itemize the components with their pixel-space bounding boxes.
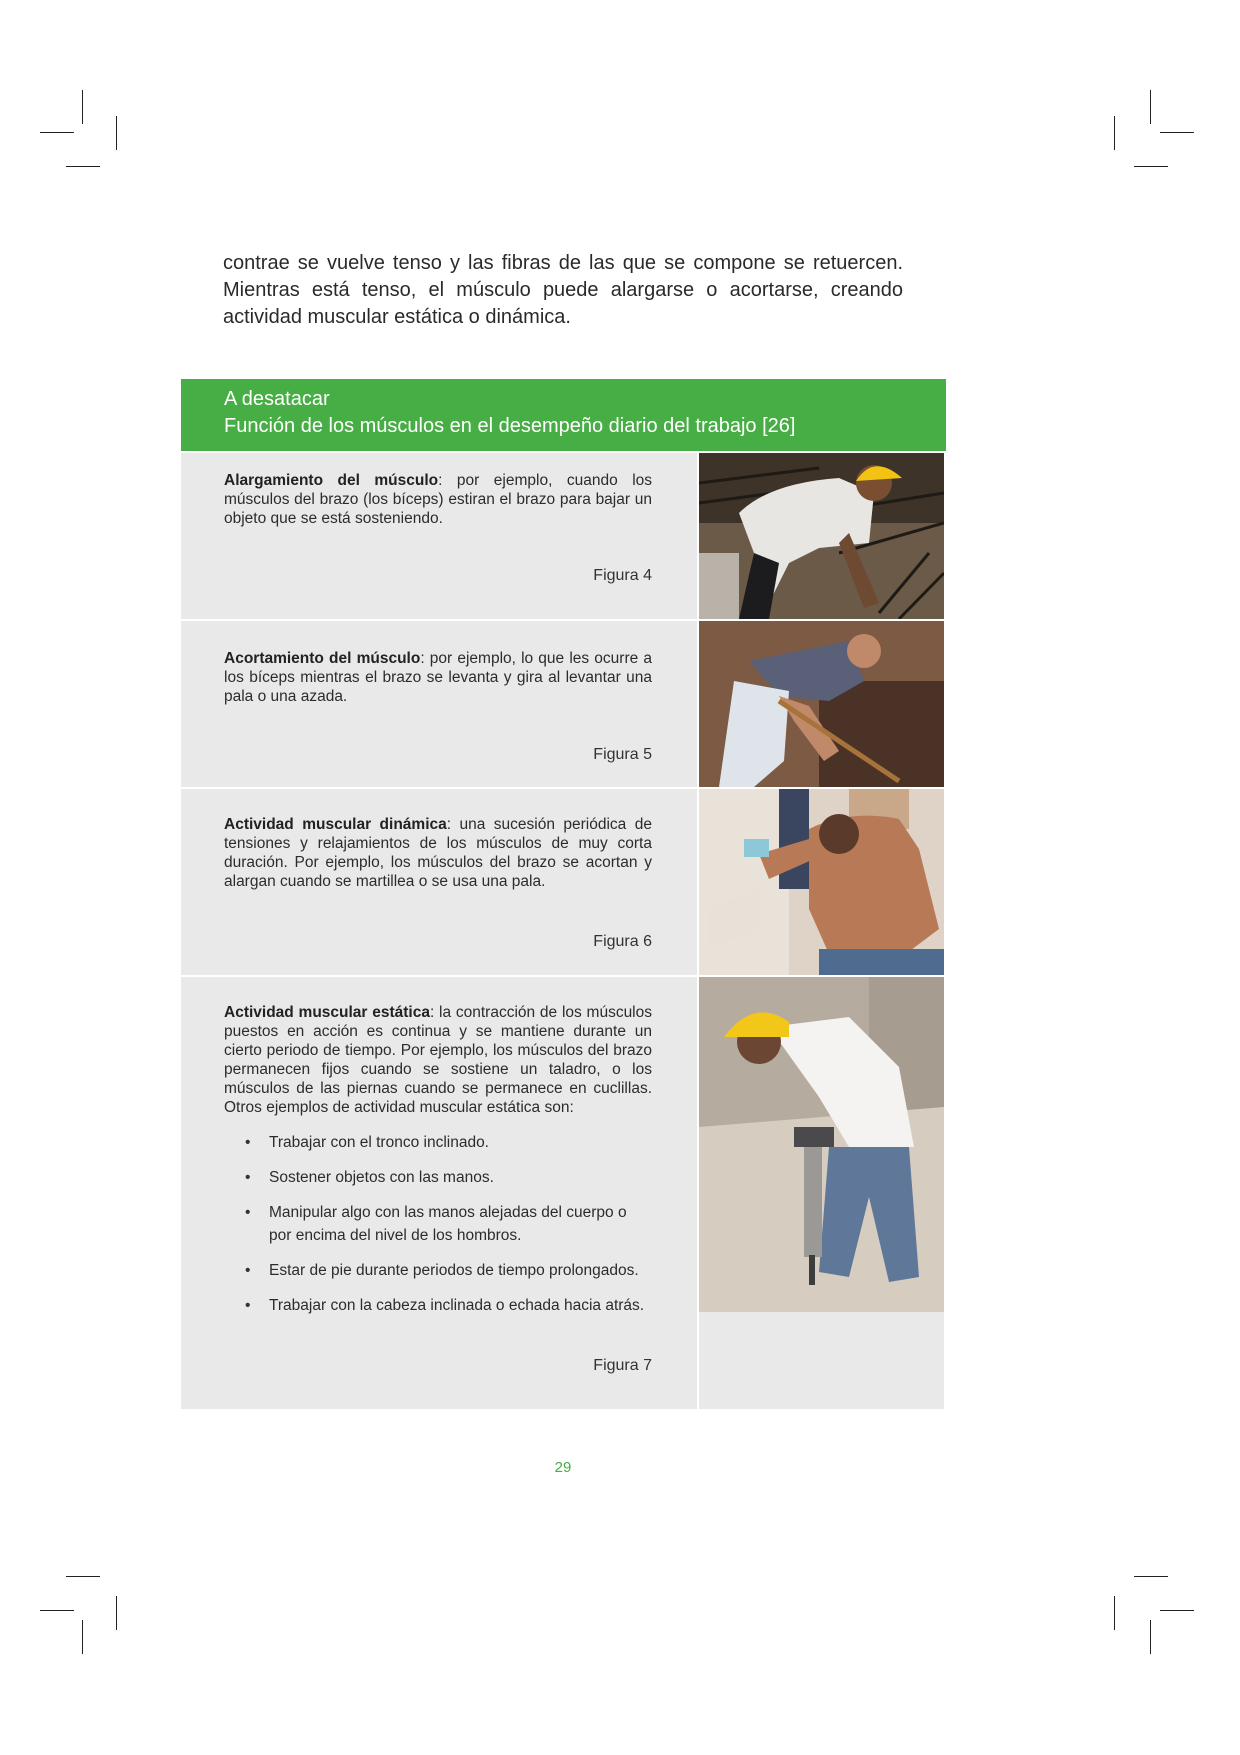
figure-4-photo: [699, 453, 944, 619]
crop-mark: [1150, 1620, 1151, 1654]
figure-7-photo: [699, 977, 944, 1409]
row-term: Actividad muscular estática: [224, 1004, 430, 1021]
figure-caption: Figura 7: [593, 1357, 652, 1374]
crop-mark: [82, 90, 83, 124]
row-text: [181, 789, 697, 975]
figure-caption: Figura 5: [593, 746, 652, 763]
box-label: A desatacar: [224, 388, 330, 410]
content-row: [181, 789, 946, 975]
page-number: 29: [554, 1459, 572, 1476]
crop-mark: [116, 116, 117, 150]
crop-mark: [1160, 132, 1194, 133]
worker-digging-photo: [699, 621, 944, 787]
row-text: [181, 453, 697, 619]
figure-5-photo: [699, 621, 944, 787]
figure-caption: Figura 4: [593, 567, 652, 584]
crop-mark: [82, 1620, 83, 1654]
list-item: • Manipular algo con las manos alejadas del cuerpo o por encima del nivel de los hombros.: [224, 1201, 652, 1247]
row-description: [224, 471, 652, 528]
figure-6-photo: [699, 789, 944, 975]
crop-mark: [40, 132, 74, 133]
row-body: : por ejemplo, lo que les ocurre a los bíceps mientras el brazo se levanta y gira al levantar una pala o una azada.: [224, 650, 652, 705]
row-term: Actividad muscular dinámica: [224, 816, 447, 833]
crop-mark: [1134, 166, 1168, 167]
crop-mark: [1134, 1576, 1168, 1577]
list-item: • Sostener objetos con las manos.: [224, 1166, 652, 1189]
row-description: [224, 649, 652, 706]
content-row: [181, 453, 946, 619]
crop-mark: [1160, 1610, 1194, 1611]
row-description: [224, 1003, 652, 1117]
row-description: [224, 815, 652, 891]
list-item: • Estar de pie durante periodos de tiempo prolongados.: [224, 1259, 652, 1282]
row-body: : la contracción de los músculos puestos en acción es continua y se mantiene durante un cierto periodo de tiempo. Por ejemplo, los músculos del brazo permanecen fijos cuando se sostiene un taladro, o los músculos de las piernas cuando se permanece en cuclillas. Otros ejemplos de actividad muscular estática son:: [224, 1004, 652, 1116]
box-header: [181, 379, 946, 451]
worker-hammering-photo: [699, 789, 944, 975]
crop-mark: [40, 1610, 74, 1611]
row-text: [181, 977, 697, 1409]
content-row: [181, 977, 946, 1409]
crop-mark: [66, 1576, 100, 1577]
intro-paragraph: contrae se vuelve tenso y las fibras de las que se compone se retuercen. Mientras está tenso, el músculo puede alargarse o acortarse, creando actividad muscular estática o dinámica.: [223, 252, 903, 328]
figure-caption: Figura 6: [593, 933, 652, 950]
crop-mark: [116, 1596, 117, 1630]
row-term: Acortamiento del músculo: [224, 650, 421, 667]
crop-mark: [1114, 116, 1115, 150]
row-text: [181, 621, 697, 787]
list-item: • Trabajar con la cabeza inclinada o echada hacia atrás.: [224, 1294, 652, 1317]
row-term: Alargamiento del músculo: [224, 472, 439, 489]
static-activity-list: [224, 1131, 652, 1317]
highlight-box: [181, 379, 946, 1409]
worker-drilling-photo: [699, 977, 944, 1312]
crop-mark: [66, 166, 100, 167]
content-row: [181, 621, 946, 787]
worker-bending-photo: [699, 453, 944, 619]
row-body: : por ejemplo, cuando los músculos del brazo (los bíceps) estiran el brazo para bajar un objeto que se está sosteniendo.: [224, 472, 653, 527]
list-item: • Trabajar con el tronco inclinado.: [224, 1131, 652, 1154]
crop-mark: [1114, 1596, 1115, 1630]
box-title: Función de los músculos en el desempeño diario del trabajo [26]: [224, 415, 796, 437]
crop-mark: [1150, 90, 1151, 124]
row-body: : una sucesión periódica de tensiones y relajamientos de los músculos de muy corta duración. Por ejemplo, los músculos del brazo se acortan y alargan cuando se martillea o se usa una pala.: [224, 816, 652, 890]
